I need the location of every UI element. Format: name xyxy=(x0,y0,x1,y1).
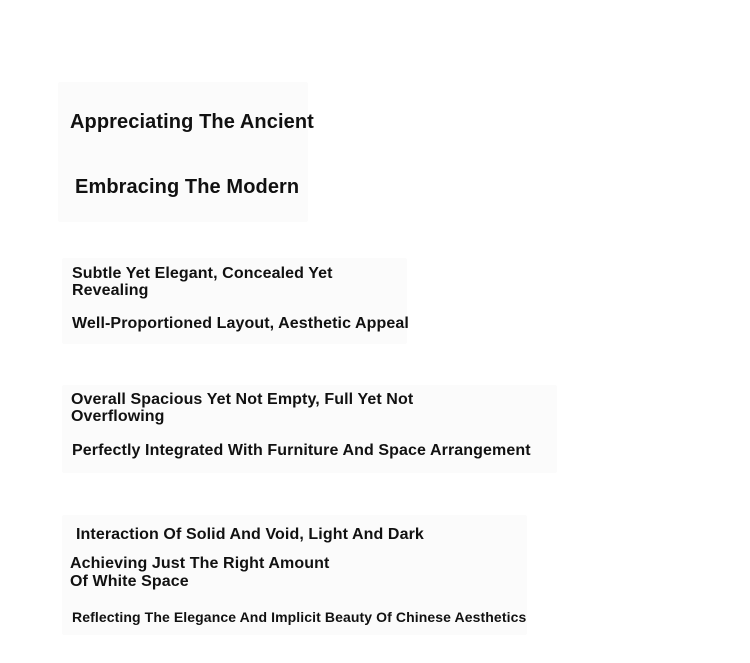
phrase-reflecting-the-elegance: Reflecting The Elegance And Implicit Beauty Of Chinese Aesthetics xyxy=(72,609,527,625)
heading-embracing-the-modern: Embracing The Modern xyxy=(75,176,300,198)
phrase-perfectly-integrated: Perfectly Integrated With Furniture And Space Arrangement xyxy=(72,442,531,459)
phrase-overall-spacious: Overall Spacious Yet Not Empty, Full Yet Not Overflowing xyxy=(71,391,414,425)
heading-panel xyxy=(58,82,308,222)
phrase-subtle-yet-elegant: Subtle Yet Elegant, Concealed Yet Revealing xyxy=(72,265,333,299)
phrase-interaction-of-solid-and-void: Interaction Of Solid And Void, Light And Dark xyxy=(76,526,424,543)
phrase-just-the-right-white-space: Achieving Just The Right Amount Of White Space xyxy=(70,555,330,590)
phrase-well-proportioned-layout: Well-Proportioned Layout, Aesthetic Appeal xyxy=(72,315,409,332)
heading-appreciating-the-ancient: Appreciating The Ancient xyxy=(70,111,314,133)
